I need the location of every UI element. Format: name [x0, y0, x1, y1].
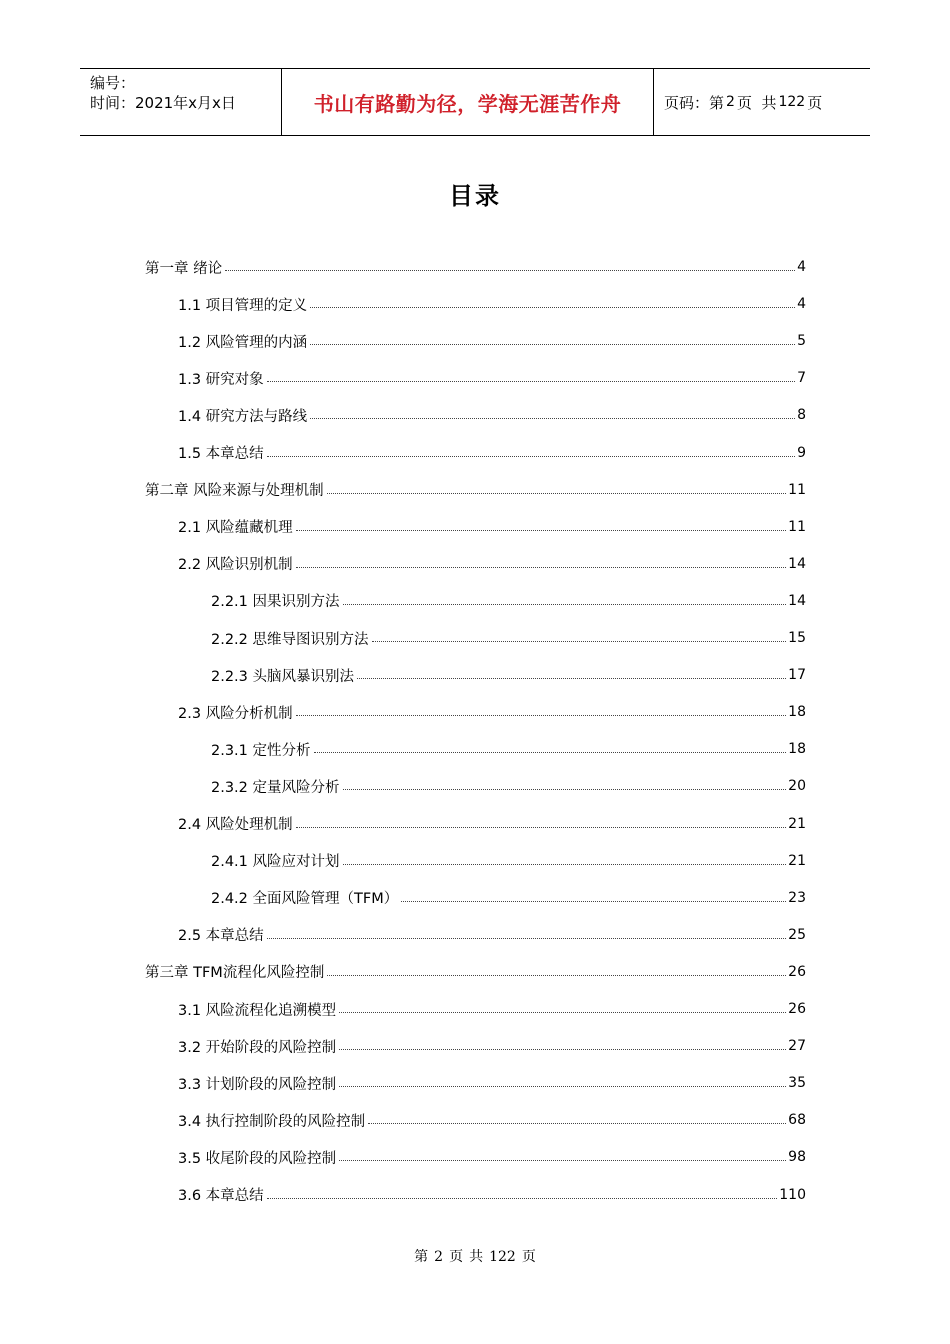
toc-entry[interactable]	[211, 771, 806, 801]
toc-entry-page: 21	[788, 852, 806, 869]
header-page-info	[654, 69, 870, 135]
time-label: 时间：2021年x月x日	[90, 94, 236, 112]
toc-entry-label: 2.2.3 头脑风暴识别法	[211, 668, 355, 685]
toc-entry-page: 23	[788, 889, 806, 906]
toc-entry-page: 14	[788, 592, 806, 609]
toc-leader-dots	[339, 1012, 786, 1013]
toc-entry-page: 15	[788, 630, 806, 646]
toc-entry[interactable]	[145, 957, 806, 987]
toc-entry-label: 2.5 本章总结	[178, 928, 264, 945]
header-meta	[80, 69, 281, 135]
toc-entry[interactable]	[178, 1142, 806, 1172]
toc-entry-page: 7	[797, 370, 806, 387]
toc-leader-dots	[327, 493, 787, 494]
toc-entry[interactable]	[178, 809, 806, 839]
toc-entry-label: 第三章 TFM流程化风险控制	[145, 965, 325, 982]
page-suffix: 页	[807, 93, 823, 112]
toc-entry[interactable]	[178, 438, 806, 468]
toc-leader-dots	[310, 344, 795, 345]
code-label: 编号：	[90, 74, 136, 92]
page-header	[80, 68, 870, 136]
toc-entry[interactable]	[178, 697, 806, 727]
toc-entry-page: 11	[788, 518, 806, 535]
toc-entry[interactable]	[178, 1180, 806, 1210]
toc-leader-dots	[267, 938, 787, 939]
toc-entry-label: 1.1 项目管理的定义	[178, 297, 308, 314]
toc-entry-page: 68	[788, 1112, 806, 1129]
toc-entry-page: 18	[788, 741, 806, 758]
toc-entry-page: 18	[788, 704, 806, 721]
toc-leader-dots	[310, 307, 795, 308]
toc-entry-label: 1.2 风险管理的内涵	[178, 334, 308, 351]
toc-entry[interactable]	[145, 475, 806, 505]
toc-entry-page: 26	[788, 963, 806, 980]
toc-entry-page: 4	[797, 259, 806, 275]
toc-entry-page: 98	[788, 1149, 806, 1166]
toc-entry-label: 3.6 本章总结	[178, 1188, 264, 1204]
toc-entry-label: 2.3.1 定性分析	[211, 742, 311, 759]
toc-entry-page: 9	[797, 444, 806, 461]
toc-entry-label: 3.2 开始阶段的风险控制	[178, 1039, 337, 1056]
toc-entry-label: 2.2 风险识别机制	[178, 557, 293, 574]
toc-leader-dots	[267, 456, 795, 457]
toc-entry-label: 第一章 绪论	[145, 260, 223, 277]
page-total: 122	[778, 94, 806, 110]
toc-entry-label: 2.3.2 定量风险分析	[211, 779, 340, 796]
toc-leader-dots	[267, 1198, 778, 1199]
page-footer	[0, 1246, 950, 1266]
toc-entry-label: 2.2.1 因果识别方法	[211, 594, 340, 611]
footer-prefix: 第	[414, 1249, 429, 1265]
toc-entry[interactable]	[178, 289, 806, 319]
toc-entry[interactable]	[211, 734, 806, 764]
toc-entry[interactable]	[211, 883, 806, 913]
toc-entry-page: 20	[788, 778, 806, 795]
toc-entry-page: 26	[788, 1001, 806, 1017]
toc-leader-dots	[225, 270, 795, 271]
toc-leader-dots	[343, 604, 787, 605]
toc-leader-dots	[339, 1086, 786, 1087]
toc-entry[interactable]	[211, 846, 806, 876]
header-motto: 书山有路勤为径，学海无涯苦作舟	[281, 69, 654, 135]
toc-entry-page: 11	[788, 481, 806, 498]
toc-entry[interactable]	[178, 920, 806, 950]
toc-entry-label: 2.2.2 思维导图识别方法	[211, 631, 369, 648]
footer-mid1: 页	[449, 1249, 464, 1265]
toc-leader-dots	[327, 975, 786, 976]
toc-entry-page: 110	[779, 1186, 806, 1203]
toc-entry-label: 2.3 风险分析机制	[178, 705, 293, 722]
toc-entry-label: 1.3 研究对象	[178, 371, 264, 388]
toc-entry[interactable]	[178, 326, 806, 356]
toc-entry[interactable]	[211, 623, 806, 653]
toc-entry-page: 27	[788, 1038, 806, 1055]
toc-leader-dots	[401, 901, 786, 902]
toc-leader-dots	[296, 530, 787, 531]
toc-entry-page: 21	[788, 815, 806, 832]
toc-entry-label: 3.5 收尾阶段的风险控制	[178, 1150, 337, 1167]
footer-total: 122	[489, 1249, 516, 1265]
toc-entry-page: 14	[788, 555, 806, 572]
page-mid: 页 共	[736, 93, 777, 112]
toc-entry-page: 5	[797, 333, 806, 350]
footer-current: 2	[434, 1249, 444, 1265]
toc-entry-page: 25	[788, 926, 806, 943]
page-current: 2	[726, 94, 735, 110]
toc-entry-label: 2.4.2 全面风险管理（TFM）	[211, 891, 399, 908]
toc-entry[interactable]	[178, 994, 806, 1024]
toc-entry[interactable]	[178, 1031, 806, 1061]
page-prefix: 页码：第	[664, 93, 725, 112]
toc-entry-label: 1.4 研究方法与路线	[178, 408, 308, 425]
toc-leader-dots	[343, 864, 787, 865]
toc-entry[interactable]	[145, 252, 806, 282]
toc-leader-dots	[372, 641, 787, 642]
toc-entry-label: 第二章 风险来源与处理机制	[145, 483, 324, 500]
toc-leader-dots	[296, 715, 787, 716]
toc-entry-page: 4	[797, 296, 806, 313]
toc-entry[interactable]	[211, 586, 806, 616]
toc-entry[interactable]	[178, 1068, 806, 1098]
toc-leader-dots	[296, 827, 787, 828]
toc-entry-label: 2.4 风险处理机制	[178, 817, 293, 833]
toc-entry-label: 3.4 执行控制阶段的风险控制	[178, 1113, 366, 1130]
toc-leader-dots	[343, 789, 787, 790]
toc-entry[interactable]	[178, 363, 806, 393]
toc-entry-page: 8	[797, 407, 806, 424]
toc-entry[interactable]	[178, 549, 806, 579]
footer-mid2: 共	[469, 1249, 484, 1265]
toc-entry[interactable]	[211, 660, 806, 690]
toc-leader-dots	[368, 1123, 786, 1124]
toc-entry-label: 2.4.1 风险应对计划	[211, 854, 340, 871]
toc-leader-dots	[310, 418, 795, 419]
toc-entry-page: 17	[788, 667, 806, 684]
toc-leader-dots	[267, 381, 795, 382]
toc-leader-dots	[357, 678, 786, 679]
toc-entry-label: 1.5 本章总结	[178, 446, 264, 462]
toc-entry[interactable]	[178, 1105, 806, 1135]
toc-entry-label: 2.1 风险蕴藏机理	[178, 520, 293, 537]
toc-leader-dots	[339, 1049, 786, 1050]
toc-leader-dots	[314, 752, 787, 753]
toc-entry-label: 3.3 计划阶段的风险控制	[178, 1076, 337, 1093]
toc-entry[interactable]	[178, 512, 806, 542]
footer-suffix: 页	[521, 1249, 536, 1265]
toc-title: 目录	[449, 182, 501, 210]
toc-entry-page: 35	[788, 1075, 806, 1092]
toc-entry[interactable]	[178, 400, 806, 430]
toc-entry-label: 3.1 风险流程化追溯模型	[178, 1002, 337, 1019]
toc-leader-dots	[296, 567, 787, 568]
toc-leader-dots	[339, 1160, 786, 1161]
